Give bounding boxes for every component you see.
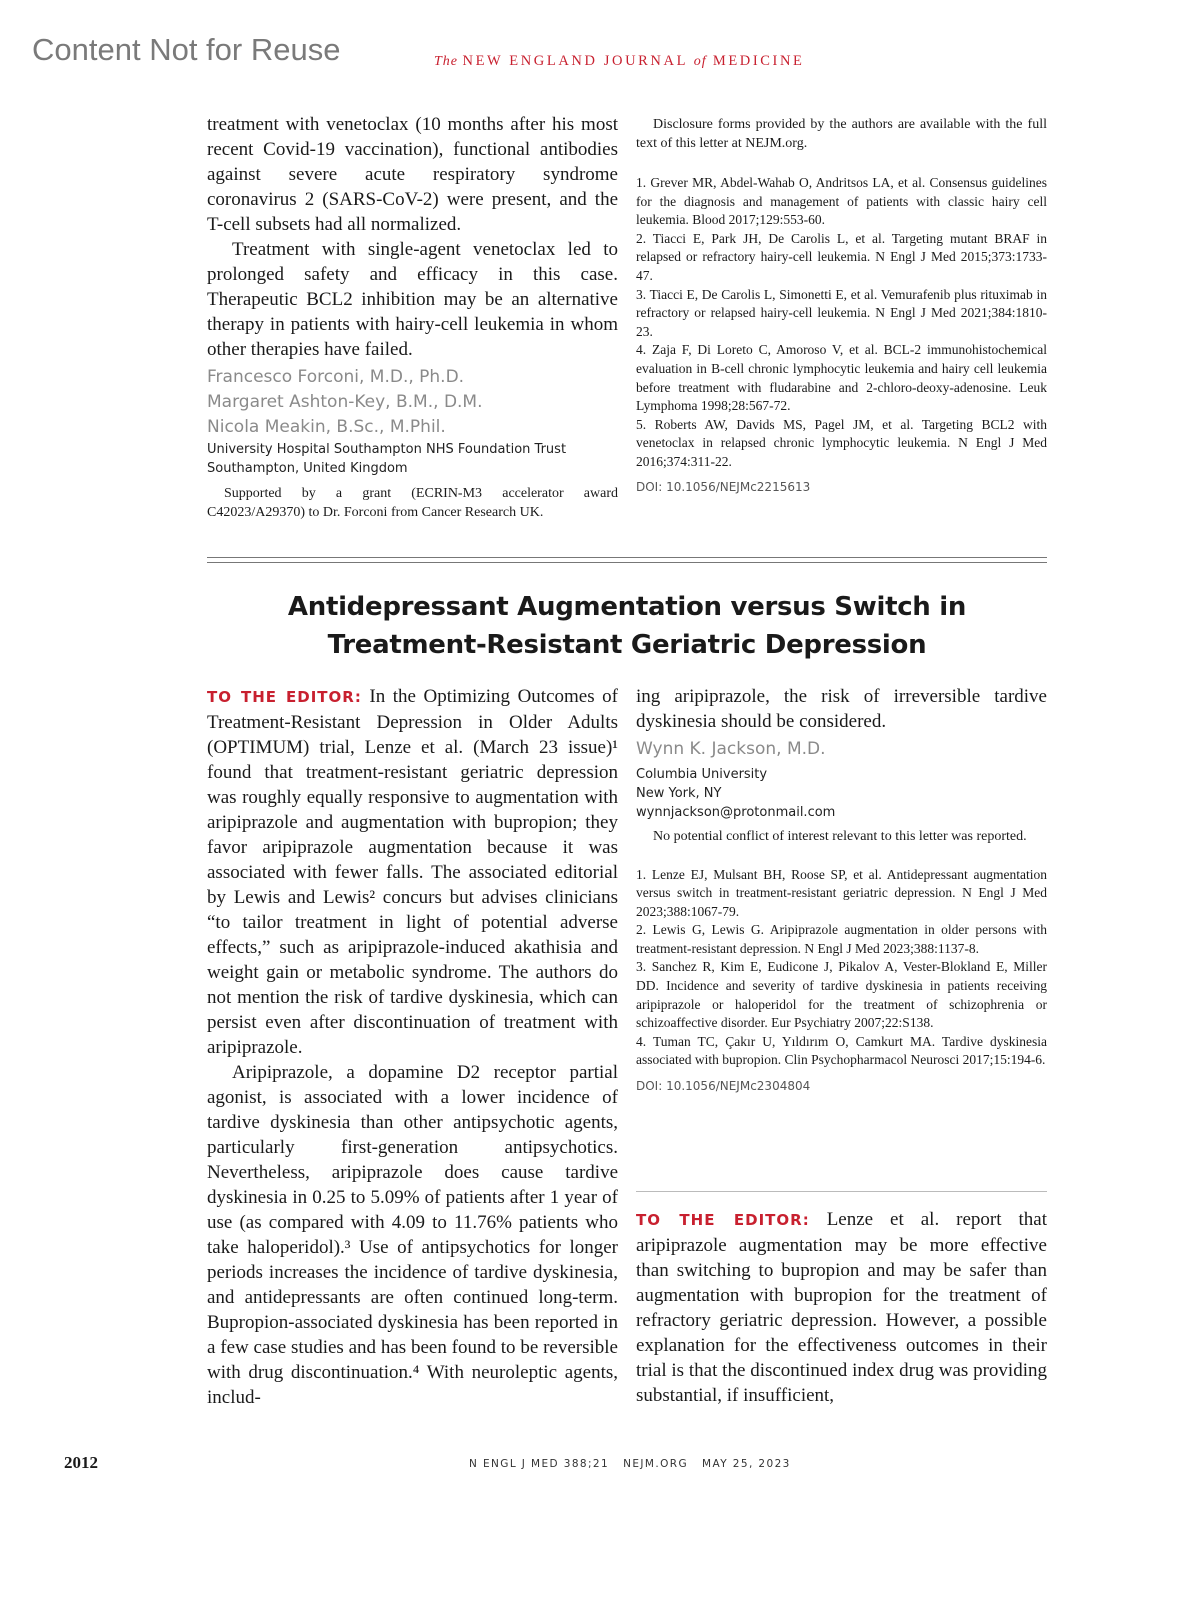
affiliation-line: University Hospital Southampton NHS Foundation Trust [207,442,567,457]
affiliation-line: Columbia University [636,767,768,782]
prev-letter-doi: DOI: 10.1056/NEJMc2215613 [636,479,811,494]
prev-letter-paragraph: Treatment with single-agent venetoclax led to prolonged safety and efficacy in this case. Therapeutic BCL2 inhibition may be an alternative therapy in patients with hairy-cell leukemia in whom other therapies have failed. [207,239,618,360]
author-name: Wynn K. Jackson, M.D. [636,739,826,759]
prev-letter-disclosure: Disclosure forms provided by the authors are available with the full text of this letter at NEJM.org. [636,117,1047,151]
journal-footer [469,1458,805,1470]
letter-divider [636,1191,1047,1192]
prev-letter-left-column [207,112,618,522]
letter2-paragraph [636,1207,1047,1408]
prev-letter-paragraph: treatment with venetoclax (10 months after his most recent Covid-19 vaccination), functional antibodies against severe acute respiratory syndrome coronavirus 2 (SARS-CoV-2) were present, and the T-cell subsets had all normalized. [207,114,618,235]
author-name: Margaret Ashton-Key, B.M., D.M. [207,392,483,412]
page-number: 2012 [64,1453,98,1472]
letter1-references [636,866,1047,1071]
letter1-left-column [207,684,618,1410]
author-name: Nicola Meakin, B.Sc., M.Phil. [207,417,446,437]
letter1-continuation: ing aripiprazole, the risk of irreversible tardive dyskinesia should be considered. [636,686,1047,732]
letter1-affiliation [636,765,1047,822]
reference-item: 2. Lewis G, Lewis G. Aripiprazole augmentation in older persons with treatment-resistant depression. N Engl J Med 2023;388:1137-8. [636,922,1047,956]
prev-letter-body [207,112,618,362]
author-name: Francesco Forconi, M.D., Ph.D. [207,367,465,387]
author-email: wynnjackson@protonmail.com [636,805,836,820]
running-head-the: The [434,54,463,69]
reference-item: 4. Zaja F, Di Loreto C, Amoroso V, et al. BCL-2 immunohistochemical evaluation in B-cell chronic lymphocytic leukemia and hairy cell leukemia before treatment with fludarabine and 2-chloro-deoxy-adenosine. Leuk Lymphoma 1998;28:567-72. [636,342,1047,414]
reference-item: 1. Lenze EJ, Mulsant BH, Roose SP, et al. Antidepressant augmentation versus switch in treatment-resistant geriatric depression. N Engl J Med 2023;388:1067-79. [636,866,1047,919]
prev-letter-references [636,174,1047,472]
running-head-of: of [693,54,707,69]
letter1-right-column [636,684,1047,1093]
article-title-line: Antidepressant Augmentation versus Switch in [287,592,967,622]
reference-item: 1. Grever MR, Abdel-Wahab O, Andritsos LA, et al. Consensus guidelines for the diagnosis and management of patients with classic hairy cell leukemia. Blood 2017;129:553-60. [636,175,1047,228]
running-head-main: NEW ENGLAND JOURNAL [462,53,694,69]
letter1-paragraph: Aripiprazole, a dopamine D2 receptor partial agonist, is associated with a lower incidence of tardive dyskinesia than other antipsychotic agents, particularly first-generation antipsychotics. Nevertheless, aripiprazole does cause tardive dyskinesia in 0.25 to 5.09% of patients after 1 year of use (as compared with 4.09 to 11.76% patients who take haloperidol).³ Use of antipsychotics for longer periods increases the incidence of tardive dyskinesia, and antidepressants are often continued long-term. Bupropion-associated dyskinesia has been reported in a few case studies and has been found to be reversible with drug discontinuation.⁴ With neuroleptic agents, includ- [207,1062,618,1408]
prev-letter-authors [207,365,618,440]
journal-citation: N ENGL J MED 388;21 [469,1458,610,1470]
reference-item: 5. Roberts AW, Davids MS, Pagel JM, et al. Targeting BCL2 with venetoclax in relapsed chronic lymphocytic leukemia. N Engl J Med 2016;374:311-22. [636,416,1047,469]
affiliation-line: Southampton, United Kingdom [207,461,408,476]
running-head-post: MEDICINE [706,53,805,69]
letter2-paragraph-text: Lenze et al. report that aripiprazole augmentation may be more effective than switching to bupropion and may be safer than augmentation with bupropion for the treatment of refractory geriatric depression. However, a possible explanation for the effectiveness outcomes in their trial is that the discontinued index drug was providing substantial, if insufficient, [636,1209,1047,1406]
journal-site: NEJM.ORG [623,1458,688,1470]
running-head [434,53,805,70]
letter1-paragraph [207,684,618,1060]
section-divider [207,557,1047,558]
to-the-editor-label: TO THE EDITOR: [207,688,362,706]
affiliation-line: New York, NY [636,786,722,801]
reference-item: 3. Sanchez R, Kim E, Eudicone J, Pikalov A, Vester-Blokland E, Miller DD. Incidence and severity of tardive dyskinesia in patients receiving aripiprazole or haloperidol for the treatment of schizophrenia or schizoaffective disorder. Eur Psychiatry 2007;22:S138. [636,959,1047,1031]
prev-letter-support: Supported by a grant (ECRIN-M3 accelerator award C42023/A29370) to Dr. Forconi from Cancer Research UK. [207,486,618,520]
reference-item: 4. Tuman TC, Çakır U, Yıldırım O, Camkurt MA. Tardive dyskinesia associated with bupropion. Clin Psychopharmacol Neurosci 2017;15:194-6. [636,1033,1047,1068]
section-divider [207,562,1047,563]
letter2-column [636,1207,1047,1408]
watermark: Content Not for Reuse [32,32,341,67]
prev-letter-affiliation [207,440,618,478]
reference-item: 3. Tiacci E, De Carolis L, Simonetti E, et al. Vemurafenib plus rituximab in refractory or relapsed hairy-cell leukemia. N Engl J Med 2021;384:1810-23. [636,286,1047,339]
letter1-paragraph-text: In the Optimizing Outcomes of Treatment-Resistant Depression in Older Adults (OPTIMUM) trial, Lenze et al. (March 23 issue)¹ found that treatment-resistant geriatric depression was roughly equally responsive to augmentation with aripiprazole and augmentation with bupropion; they favor aripiprazole augmentation because it was associated with fewer falls. The associated editorial by Lewis and Lewis² concurs but advises clinicians “to tailor treatment in light of potential adverse effects,” such as aripiprazole-induced akathisia and weight gain or metabolic syndrome. The authors do not mention the risk of tardive dyskinesia, which can persist even after discontinuation of treatment with aripiprazole. [207,686,618,1058]
letter1-conflict: No potential conflict of interest relevant to this letter was reported. [653,829,1027,844]
journal-date: MAY 25, 2023 [702,1458,791,1470]
article-title [207,588,1047,664]
to-the-editor-label: TO THE EDITOR: [636,1211,810,1229]
reference-item: 2. Tiacci E, Park JH, De Carolis L, et al. Targeting mutant BRAF in relapsed or refractory hairy-cell leukemia. N Engl J Med 2015;373:1733-47. [636,230,1047,283]
letter1-doi: DOI: 10.1056/NEJMc2304804 [636,1079,811,1094]
prev-letter-right-column [636,116,1047,494]
article-title-line: Treatment-Resistant Geriatric Depression [327,630,927,660]
